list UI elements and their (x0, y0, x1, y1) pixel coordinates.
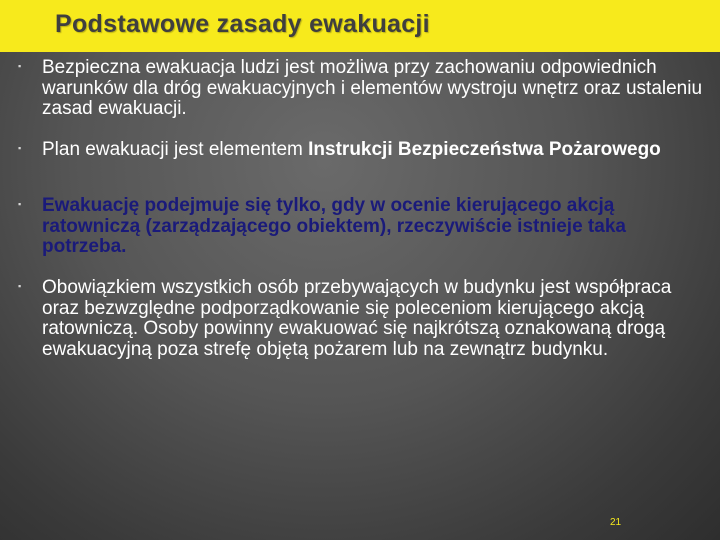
bullet-item-1 (18, 57, 712, 120)
bullet-text-bold: Instrukcji Bezpieczeństwa Pożarowego (308, 139, 661, 160)
bullet-item-4 (18, 277, 712, 360)
bullet-item-2 (18, 139, 712, 161)
bullet-text-highlight: Ewakuację podejmuje się tylko, gdy w ocenie kierującego akcją ratowniczą (zarządzającego obiektem), rzeczywiście istnieje taka potrzeba. (42, 195, 626, 257)
bullet-icon: ▪ (18, 61, 22, 71)
bullet-text: Bezpieczna ewakuacja ludzi jest możliwa przy zachowaniu odpowiednich warunków dla dróg ewakuacyjnych i elementów wystroju wnętrz oraz ustaleniu zasad ewakuacji. (42, 57, 703, 119)
bullet-icon: ▪ (18, 199, 22, 209)
bullet-text: Plan ewakuacji jest elementem (42, 139, 309, 160)
bullet-item-3 (18, 195, 712, 258)
slide-title: Podstawowe zasady ewakuacji (55, 10, 430, 38)
bullet-icon: ▪ (18, 281, 22, 291)
bullet-text: Obowiązkiem wszystkich osób przebywających w budynku jest współpraca oraz bezwzględne podporządkowanie się poleceniom kierującego akcją ratowniczą. Osoby powinny ewakuować się najkrótszą oznakowaną drogą ewakuacyjną poza strefę objętą pożarem lub na zewnątrz budynku. (42, 277, 672, 360)
bullet-icon: ▪ (18, 143, 22, 153)
page-number: 21 (610, 517, 622, 528)
